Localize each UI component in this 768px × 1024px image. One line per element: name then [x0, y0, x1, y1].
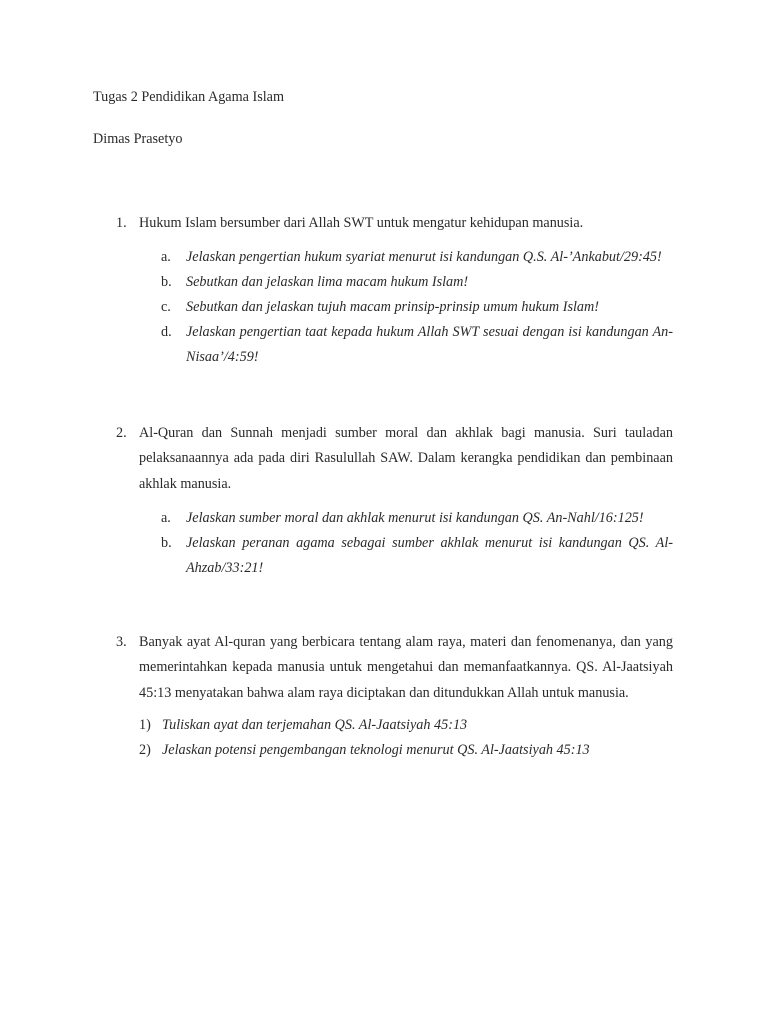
sub-question-text: Jelaskan potensi pengembangan teknologi menurut QS. Al-Jaatsiyah 45:13	[162, 742, 590, 759]
sub-question-marker: b.	[161, 274, 172, 291]
document-title: Tugas 2 Pendidikan Agama Islam	[93, 89, 284, 105]
question-number: 2.	[116, 425, 127, 441]
sub-question-list	[161, 506, 673, 580]
sub-question-text: Sebutkan dan jelaskan lima macam hukum Islam!	[186, 274, 469, 291]
sub-question-marker: 1)	[139, 717, 151, 734]
question-text: Banyak ayat Al-quran yang berbicara tentang alam raya, materi dan fenomenanya, dan yang memerintahkan kepada manusia untuk mengetahui dan memanfaatkannya. QS. Al-Jaatsiyah 45:13 menyatakan bahwa alam raya diciptakan dan ditundukkan Allah untuk manusia.	[139, 634, 673, 701]
sub-question-text: Jelaskan peranan agama sebagai sumber akhlak menurut isi kandungan QS. Al-Ahzab/33:21!	[186, 535, 673, 576]
sub-question-marker: c.	[161, 299, 171, 315]
author-name: Dimas Prasetyo	[93, 131, 183, 147]
sub-question	[139, 713, 673, 738]
sub-question-marker: a.	[161, 249, 171, 266]
sub-question-text: Tuliskan ayat dan terjemahan QS. Al-Jaatsiyah 45:13	[162, 717, 468, 734]
sub-question	[161, 506, 673, 531]
sub-question-text: Jelaskan sumber moral dan akhlak menurut isi kandungan QS. An-Nahl/16:125!	[186, 510, 644, 527]
sub-question	[161, 245, 673, 270]
question-1	[116, 211, 673, 384]
question-2	[116, 421, 673, 595]
question-number: 3.	[116, 634, 127, 650]
sub-question	[161, 295, 673, 320]
sub-question-list	[139, 713, 673, 763]
question-text: Al-Quran dan Sunnah menjadi sumber moral dan akhlak bagi manusia. Suri tauladan pelaksanaannya ada pada diri Rasulullah SAW. Dalam kerangka pendidikan dan pembinaan akhlak manusia.	[139, 425, 673, 492]
sub-question-marker: b.	[161, 535, 172, 552]
sub-question	[139, 738, 673, 763]
sub-question-text: Sebutkan dan jelaskan tujuh macam prinsip-prinsip umum hukum Islam!	[186, 299, 599, 315]
sub-question-text: Jelaskan pengertian hukum syariat menurut isi kandungan Q.S. Al-’Ankabut/29:45!	[186, 249, 662, 266]
sub-question	[161, 270, 673, 295]
question-text: Hukum Islam bersumber dari Allah SWT untuk mengatur kehidupan manusia.	[139, 215, 584, 231]
sub-question-marker: 2)	[139, 742, 151, 759]
sub-question-marker: d.	[161, 323, 172, 340]
question-number: 1.	[116, 215, 127, 231]
sub-question	[161, 531, 673, 581]
sub-question-list	[161, 245, 673, 369]
sub-question-text: Jelaskan pengertian taat kepada hukum Allah SWT sesuai dengan isi kandungan An-Nisaa’/4:59!	[186, 323, 673, 365]
question-3	[116, 630, 673, 777]
sub-question	[161, 320, 673, 370]
sub-question-marker: a.	[161, 510, 171, 527]
